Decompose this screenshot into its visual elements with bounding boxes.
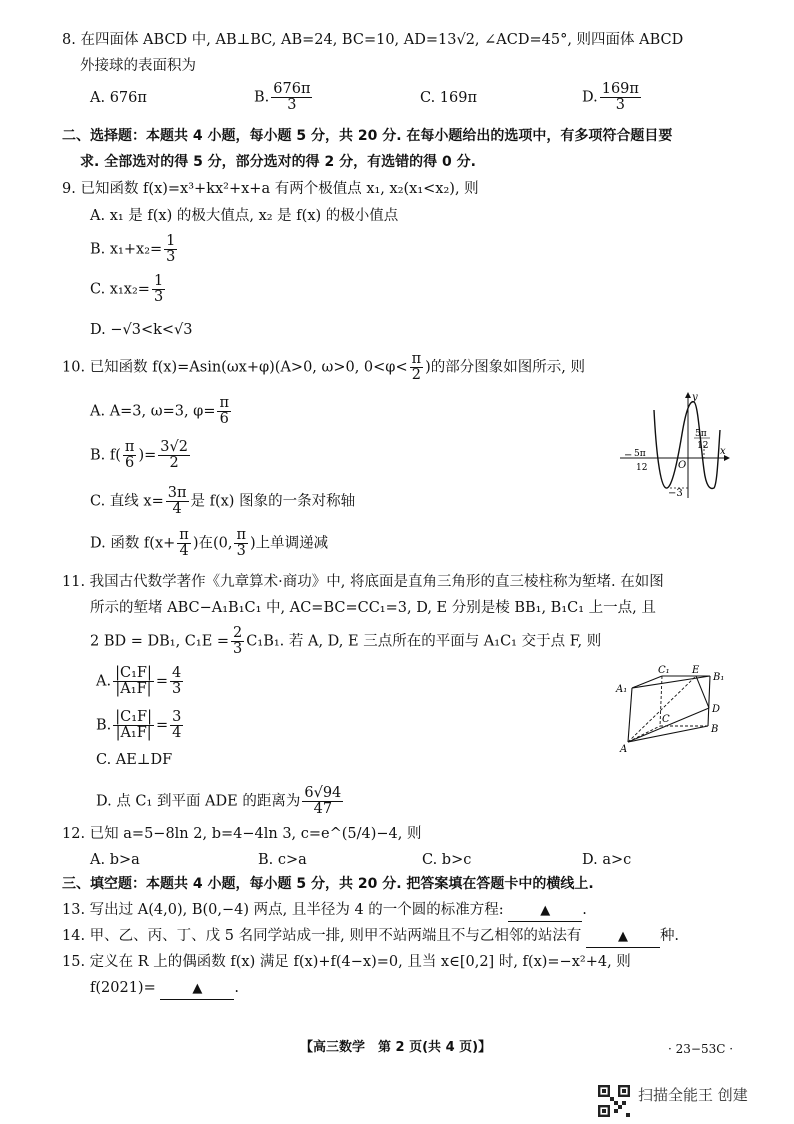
label-b1: B₁ (713, 672, 725, 683)
label-d: D (712, 704, 721, 715)
label-c: C (662, 714, 670, 725)
q12-option-a: A. b>a (90, 852, 140, 868)
label-c1: C₁ (658, 665, 670, 676)
left-tick-minus: − (624, 450, 633, 461)
left-tick-num: 5π (634, 449, 646, 459)
q11-stem-cont: 所示的堑堵 ABC−A₁B₁C₁ 中, AC=BC=CC₁=3, D, E 分别是棱 BB₁, B₁C₁ 上一点, 且 (90, 600, 656, 616)
q9-option-d: D. −√3<k<√3 (90, 322, 193, 338)
x-label: x (720, 446, 726, 457)
q11-prism-figure (614, 662, 734, 754)
answer-mark-icon: ▲ (617, 929, 628, 944)
min-label: −3 (668, 488, 683, 499)
q12-option-c: C. b>c (422, 852, 472, 868)
q10-stem: 10. 已知函数 f(x)=Asin(ωx+φ)(A>0, ω>0, 0<φ< $\frac{\pi}{2}$ )的部分图象如图所示, 则 (62, 351, 586, 384)
origin-label: O (678, 460, 687, 471)
q10-option-b: B. f( $\frac{\pi}{6}$ )= $\frac{3√2}{2}$ (90, 439, 188, 472)
right-tick-num: 5π (695, 429, 707, 439)
q15-stem: 15. 定义在 R 上的偶函数 f(x) 满足 f(x)+f(4−x)=0, 且当 x∈[0,2] 时, f(x)=−x²+4, 则 (62, 954, 631, 970)
q8-option-c: C. 169π (420, 90, 478, 106)
q8-stem-cont: 外接球的表面积为 (80, 58, 196, 74)
q9-option-c: C. x₁x₂= $\frac{1}{3}$ (90, 273, 164, 306)
q11-stem: 11. 我国古代数学著作《九章算术·商功》中, 将底面是直角三角形的直三棱柱称为堑堵. 在如图 (62, 574, 664, 590)
right-tick-den: 12 (697, 441, 709, 451)
left-tick-den: 12 (636, 463, 648, 473)
q9-option-b: B. x₁+x₂= $\frac{1}{3}$ (90, 233, 176, 266)
q8-option-a: A. 676π (90, 90, 147, 106)
label-b: B (711, 724, 719, 735)
label-a1: A₁ (616, 684, 628, 695)
answer-mark-icon: ▲ (540, 903, 551, 918)
q10-option-c: C. 直线 x= $\frac{3\pi}{4}$ 是 f(x) 图象的一条对称轴 (90, 485, 356, 518)
section2-heading: 二、选择题：本题共 4 小题，每小题 5 分，共 20 分. 在每小题给出的选项中，有多项符合题目要 (62, 128, 673, 144)
q8-option-b: B. $\frac{676\pi}{3}$ (254, 81, 311, 114)
q15-stem-cont: f(2021)= ▲ . (90, 980, 239, 998)
q12-stem: 12. 已知 a=5−8ln 2, b=4−4ln 3, c=e^(5/4)−4, 则 (62, 826, 422, 842)
edge-b1b (708, 676, 710, 726)
page-footer: 【高三数学 第 2 页(共 4 页)】 (300, 1040, 492, 1055)
section3-heading: 三、填空题：本题共 4 小题，每小题 5 分，共 20 分. 把答案填在答题卡中的横线上. (62, 876, 594, 892)
y-label: y (692, 392, 698, 403)
section2-heading-cont: 求. 全部选对的得 5 分，部分选对的得 2 分，有选错的得 0 分. (80, 154, 476, 170)
q11-option-a: A. $\frac{\text{|C₁F|}}{\text{|A₁F|}}$ = $\frac{4}{3}$ (96, 665, 182, 698)
q12-option-b: B. c>a (258, 852, 307, 868)
q10-option-d: D. 函数 f(x+ $\frac{\pi}{4}$ )在(0, $\frac{\pi}{3}$ )上单调递减 (90, 527, 329, 560)
q9-option-a: A. x₁ 是 f(x) 的极大值点, x₂ 是 f(x) 的极小值点 (90, 208, 399, 224)
scanner-watermark: 扫描全能王 创建 (638, 1086, 748, 1104)
q13-answer-blank[interactable] (508, 904, 582, 922)
label-e: E (692, 665, 700, 676)
q13-stem: 13. 写出过 A(4,0), B(0,−4) 两点, 且半径为 4 的一个圆的标准方程: ▲ . (62, 902, 587, 920)
label-a: A (620, 744, 628, 754)
q8-stem: 8. 在四面体 ABCD 中, AB⊥BC, AB=24, BC=10, AD=13√2, ∠ACD=45°, 则四面体 ABCD (62, 32, 684, 48)
line-ed (696, 676, 709, 708)
q8-option-d: D. $\frac{169\pi}{3}$ (582, 81, 639, 114)
q12-option-d: D. a>c (582, 852, 632, 868)
y-axis-arrow (685, 392, 691, 398)
q14-answer-blank[interactable] (586, 930, 660, 948)
sine-curve (654, 402, 720, 489)
q10-option-a: A. A=3, ω=3, φ= $\frac{\pi}{6}$ (90, 395, 230, 428)
q11-option-b: B. $\frac{\text{|C₁F|}}{\text{|A₁F|}}$ = $\frac{3}{4}$ (96, 709, 182, 742)
q15-answer-blank[interactable] (160, 982, 234, 1000)
q11-option-c: C. AE⊥DF (96, 752, 173, 768)
page-code: · 23−53C · (668, 1042, 734, 1056)
q10-sine-graph (620, 390, 730, 502)
q11-option-d: D. 点 C₁ 到平面 ADE 的距离为 $\frac{6√94}{47}$ (96, 785, 342, 818)
edge-a1a (628, 688, 632, 742)
answer-mark-icon: ▲ (192, 981, 203, 996)
q14-stem: 14. 甲、乙、丙、丁、戊 5 名同学站成一排, 则甲不站两端且不与乙相邻的站法有 ▲ 种. (62, 928, 679, 946)
edge-ab (628, 726, 708, 742)
qr-code-icon (598, 1085, 630, 1117)
q9-stem: 9. 已知函数 f(x)=x³+kx²+x+a 有两个极值点 x₁, x₂(x₁<x₂), 则 (62, 181, 479, 197)
q11-stem-cont2: 2 BD = DB₁, C₁E = $\frac{2}{3}$ C₁B₁. 若 A, D, E 三点所在的平面与 A₁C₁ 交于点 F, 则 (90, 625, 602, 658)
